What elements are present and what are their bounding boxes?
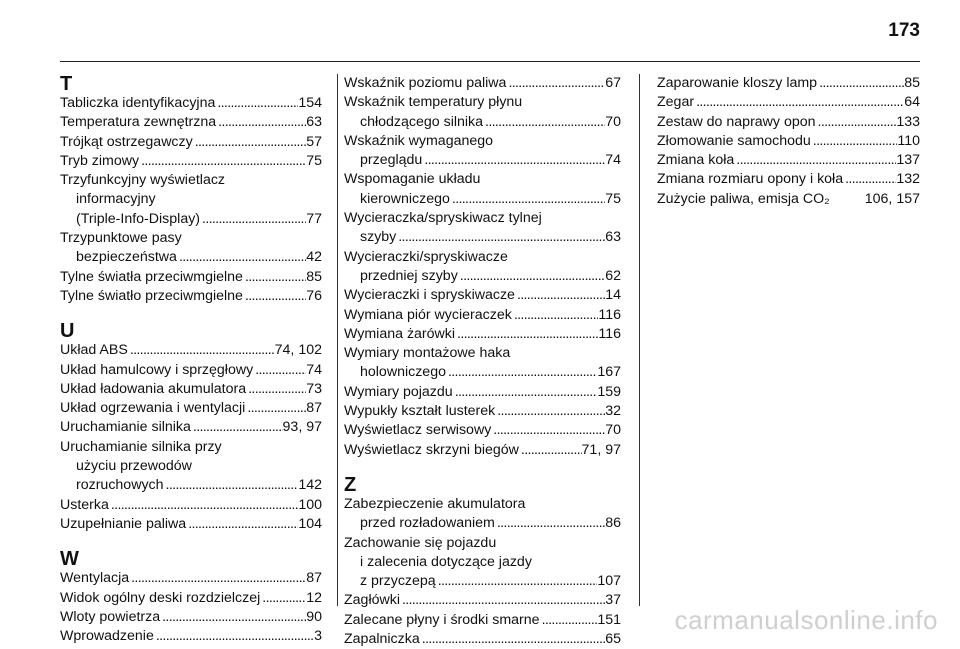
index-entry-text: Zmiana rozmiaru opony i koła [657, 171, 844, 188]
index-entry [344, 344, 621, 383]
dot-leader [455, 325, 598, 344]
index-entry [657, 170, 920, 189]
index-entry-pages: 133 [896, 113, 920, 130]
index-entry-pages: 142 [298, 477, 322, 494]
dot-leader [396, 228, 605, 247]
dot-leader [694, 93, 904, 112]
index-entry-text: Wskaźnik poziomu paliwa [344, 75, 507, 91]
dot-leader [453, 383, 598, 402]
index-entry-text: Trzypunktowe pasy [60, 230, 182, 247]
dot-leader [491, 421, 605, 440]
dot-leader [193, 133, 307, 152]
dot-leader [243, 268, 306, 287]
dot-leader [436, 572, 598, 591]
index-entry-pages: 57 [306, 133, 322, 150]
index-entry-text: Wymiary montażowe haka [344, 345, 511, 362]
index-entry-text: Układ ogrzewania i wentylacji [60, 400, 246, 417]
index-entry-text: Wymiana żarówki [344, 325, 456, 342]
index-entry-line [344, 325, 621, 344]
index-entry-text: bezpieczeństwa [76, 249, 177, 266]
index-entry-text: przedniej szyby [360, 267, 458, 284]
index-entry [657, 151, 920, 170]
index-entry [60, 341, 322, 360]
index-entry [60, 113, 322, 132]
index-entry-pages: 74 [306, 361, 322, 378]
index-entry-line [344, 286, 621, 305]
index-entry-text: Wymiana piór wycieraczek [344, 306, 512, 323]
index-entry-text: rozruchowych [76, 477, 164, 494]
index-entry-pages: 100 [298, 496, 322, 513]
dot-leader [515, 286, 605, 305]
index-entry-pages: 3 [314, 628, 322, 645]
dot-leader [483, 113, 605, 132]
dot-leader [540, 611, 598, 630]
index-entry-text: Uruchamianie silnika [60, 419, 191, 436]
column-separator [639, 74, 640, 606]
index-entry-text: Układ ABS [60, 342, 128, 359]
index-entry-text: Wskaźnik wymaganego [344, 132, 494, 149]
index-entry [60, 152, 322, 171]
index-entry-text: Usterka [60, 496, 109, 513]
index-entry-pages: 63 [306, 114, 322, 131]
index-column-2 [344, 74, 621, 649]
index-entry [60, 133, 322, 152]
index-letter-heading: W [60, 548, 79, 571]
index-entry-pages: 70 [605, 113, 621, 130]
index-entry [344, 402, 621, 421]
index-letter-heading: Z [344, 473, 357, 496]
index-entry-line [60, 94, 322, 113]
index-entry-text: Wycieraczki/spryskiwacze [344, 248, 508, 265]
dot-leader [200, 210, 306, 229]
dot-leader [253, 361, 306, 380]
index-entry-pages: 75 [306, 152, 322, 169]
index-entry [657, 74, 920, 93]
index-entry-line [60, 133, 322, 152]
index-entry [60, 418, 322, 437]
index-entry-text: kierowniczego [360, 190, 450, 207]
index-entry-pages: 77 [306, 210, 322, 227]
index-entry-line [344, 441, 621, 460]
index-entry [60, 399, 322, 418]
index-entry-text: Zestaw do naprawy opon [657, 113, 816, 130]
index-entry-pages: 85 [306, 268, 322, 285]
index-entry-line [60, 476, 322, 495]
dot-leader [245, 399, 306, 418]
index-entry-line [60, 589, 322, 608]
index-entry-pages: 71, 97 [581, 441, 621, 458]
index-entry-line [344, 190, 621, 209]
index-entry-pages: 107 [597, 573, 621, 590]
index-entry-pages: 167 [597, 364, 621, 381]
index-entry-pages: 137 [896, 152, 920, 169]
index-entry-text: Wprowadzenie [60, 628, 154, 645]
index-entry-line [60, 152, 322, 171]
index-entry-text: Tylne światła przeciwmgielne [60, 268, 243, 285]
dot-leader [817, 74, 904, 93]
index-entry-text: przed rozładowaniem [360, 515, 495, 532]
index-entry-line [657, 93, 920, 112]
index-entry [344, 441, 621, 460]
index-entry-pages: 159 [597, 383, 621, 400]
dot-leader [734, 151, 896, 170]
dot-leader [109, 496, 298, 515]
dot-leader [216, 113, 306, 132]
index-entry [60, 589, 322, 608]
index-entry [60, 608, 322, 627]
index-entry-pages: 65 [605, 631, 621, 648]
index-entry-line [344, 630, 621, 649]
index-entry-line [60, 210, 322, 229]
index-entry-text: chłodzącego silnika [360, 113, 484, 130]
index-entry-pages: 151 [597, 611, 621, 628]
index-entry-text: szyby [360, 229, 397, 246]
index-entry-pages: 87 [306, 400, 322, 417]
index-entry [60, 94, 322, 113]
index-entry-text: Zapalniczka [344, 631, 420, 648]
index-entry-line [60, 341, 322, 360]
index-entry-pages: 74, 102 [274, 342, 322, 359]
dot-leader [215, 94, 298, 113]
index-entry-line [344, 591, 621, 610]
index-entry-line [60, 190, 322, 209]
index-entry-line [60, 399, 322, 418]
index-entry-text: holowniczego [360, 364, 446, 381]
index-entry-text: Wentylacja [60, 570, 130, 587]
index-entry-line [60, 438, 322, 457]
index-entry-line [657, 74, 920, 93]
index-entry-pages: 116 [598, 325, 621, 342]
index-entry [60, 438, 322, 496]
dot-leader [446, 363, 597, 382]
dot-leader [154, 627, 314, 646]
index-entry-text: Trzyfunkcyjny wyświetlacz [60, 172, 226, 189]
index-entry-text: i zalecenia dotyczące jazdy [360, 553, 532, 570]
index-entry-text: przeglądu [360, 152, 423, 169]
index-entry-pages: 154 [298, 95, 322, 111]
dot-leader [519, 441, 582, 460]
index-entry-pages: 93, 97 [282, 419, 322, 436]
index-entry-pages: 132 [896, 171, 920, 188]
index-entry [60, 627, 322, 646]
index-entry-line [344, 228, 621, 247]
index-entry-line [344, 572, 621, 591]
index-entry-text: Trójkąt ostrzegawczy [60, 133, 193, 150]
index-entry [60, 515, 322, 534]
index-entry [344, 170, 621, 209]
index-entry-pages: 90 [306, 608, 322, 625]
index-entry-line [60, 361, 322, 380]
index-entry [344, 209, 621, 248]
index-entry [657, 190, 920, 209]
index-entry-text: Wyświetlacz skrzyni biegów [344, 441, 519, 458]
index-entry-pages: 63 [605, 229, 621, 246]
index-entry [344, 132, 621, 171]
index-entry-line [344, 363, 621, 382]
index-entry-text: użyciu przewodów [76, 458, 192, 475]
index-entry [60, 380, 322, 399]
dot-leader [400, 591, 605, 610]
dot-leader [129, 569, 306, 588]
index-entry-text: Zegar [657, 94, 695, 111]
index-entry-text: Złomowanie samochodu [657, 132, 811, 149]
index-entry-text: Tylne światło przeciwmgielne [60, 287, 243, 304]
index-entry-text: Zagłówki [344, 592, 400, 609]
watermark-text: carmanualsonline.info [674, 605, 938, 635]
dot-leader [843, 170, 896, 189]
index-entry [344, 611, 621, 630]
dot-leader [512, 306, 599, 325]
index-entry [60, 268, 322, 287]
dot-leader [495, 402, 605, 421]
index-entry [344, 286, 621, 305]
index-entry-text: Uzupełnianie paliwa [60, 515, 187, 532]
index-entry [344, 248, 621, 287]
index-entry-pages: 32 [605, 403, 621, 420]
index-entry-line [60, 380, 322, 399]
header-rule [60, 61, 920, 62]
index-entry-text: Widok ogólny deski rozdzielczej [60, 589, 261, 606]
index-entry-line [60, 248, 322, 267]
dot-leader [811, 132, 898, 151]
index-entry [344, 630, 621, 649]
index-column-3 [657, 74, 920, 209]
index-entry-text: Wyświetlacz serwisowy [344, 422, 492, 439]
index-entry-line [344, 534, 621, 553]
index-entry-text: Zabezpieczenie akumulatora [344, 495, 526, 512]
index-entry-pages: 85 [904, 75, 920, 91]
index-entry [344, 325, 621, 344]
dot-leader [495, 514, 605, 533]
index-entry-text: Wspomaganie układu [344, 171, 481, 188]
index-entry-line [344, 421, 621, 440]
index-entry [60, 361, 322, 380]
index-entry [344, 306, 621, 325]
index-entry-line [60, 569, 322, 588]
index-entry-pages: 74 [605, 152, 621, 169]
watermark [675, 605, 938, 636]
index-entry-line [344, 209, 621, 228]
index-entry-pages: 73 [306, 380, 322, 397]
index-entry-text: Wloty powietrza [60, 608, 161, 625]
index-letter-heading: T [60, 73, 73, 95]
dot-leader [177, 248, 306, 267]
dot-leader [243, 287, 306, 306]
index-entry-line [60, 627, 322, 646]
index-entry-line [344, 113, 621, 132]
index-entry-text: Układ hamulcowy i sprzęgłowy [60, 361, 254, 378]
index-entry [344, 534, 621, 592]
index-entry-text: (Triple-Info-Display) [76, 210, 201, 227]
index-letter-heading: U [60, 320, 75, 343]
index-entry-line [60, 418, 322, 437]
index-entry-text: Wskaźnik temperatury płynu [344, 94, 523, 111]
index-entry-pages: 64 [904, 94, 920, 111]
index-entry-line [60, 268, 322, 287]
index-entry-line [60, 515, 322, 534]
index-entry-line [657, 190, 920, 209]
page-number: 173 [888, 20, 920, 41]
index-entry [344, 93, 621, 132]
index-entry-text: Tabliczka identyfikacyjna [60, 95, 216, 111]
index-entry [657, 132, 920, 151]
dot-leader [160, 608, 306, 627]
index-entry-text: Zachowanie się pojazdu [344, 534, 497, 551]
index-entry-line [344, 132, 621, 151]
index-entry-pages: 12 [306, 589, 322, 606]
index-entry [344, 74, 621, 93]
index-entry-text: Tryb zimowy [60, 152, 140, 169]
index-entry-pages: 70 [605, 422, 621, 439]
index-entry-line [344, 383, 621, 402]
index-entry-pages: 76 [306, 287, 322, 304]
index-entry-line [344, 344, 621, 363]
index-entry-line [60, 171, 322, 190]
index-entry-line [344, 170, 621, 189]
index-entry-text: Uruchamianie silnika przy [60, 438, 222, 455]
index-entry-text: Wycieraczki i spryskiwacze [344, 287, 515, 304]
index-entry [60, 171, 322, 229]
dot-leader [191, 418, 283, 437]
index-entry-text: Zużycie paliwa, emisja CO₂ [657, 190, 830, 207]
index-entry [344, 421, 621, 440]
index-entry-text: Układ ładowania akumulatora [60, 380, 247, 397]
index-entry-text: Wypukły kształt lusterek [344, 403, 496, 420]
index-entry-text: Wymiary pojazdu [344, 383, 453, 400]
index-entry-line [657, 151, 920, 170]
index-entry [60, 569, 322, 588]
index-entry-line [60, 229, 322, 248]
index-entry-line [344, 151, 621, 170]
index-entry-line [60, 287, 322, 306]
index-entry-line [344, 402, 621, 421]
index-entry-line [344, 74, 621, 93]
index-entry-pages: 75 [605, 190, 621, 207]
index-entry-line [344, 306, 621, 325]
index-entry [60, 496, 322, 515]
index-column-1 [60, 74, 322, 646]
index-entry-text: Wycieraczka/spryskiwacz tylnej [344, 210, 542, 227]
dot-leader [186, 515, 298, 534]
index-entry-pages: 116 [598, 306, 621, 323]
index-entry [60, 287, 322, 306]
index-entry-pages: 87 [306, 570, 322, 587]
index-entry-pages: 110 [897, 132, 920, 149]
index-entry-pages: 86 [605, 515, 621, 532]
index-entry-line [344, 93, 621, 112]
dot-leader [246, 380, 306, 399]
index-entry-pages: 106, 157 [864, 190, 920, 207]
dot-leader [458, 267, 605, 286]
index-entry [344, 383, 621, 402]
index-entry-line [657, 132, 920, 151]
index-entry-pages: 67 [605, 75, 621, 91]
index-entry-pages: 104 [298, 515, 322, 532]
dot-leader [422, 151, 605, 170]
dot-leader [420, 630, 606, 649]
index-entry-pages: 42 [306, 249, 322, 266]
index-entry-line [344, 553, 621, 572]
index-entry-line [60, 608, 322, 627]
index-entry-line [344, 267, 621, 286]
index-entry-line [344, 514, 621, 533]
index-entry-line [657, 113, 920, 132]
dot-leader [164, 476, 299, 495]
index-entry-text: z przyczepą [360, 573, 436, 590]
column-separator [337, 74, 338, 606]
index-entry [657, 113, 920, 132]
index-entry-pages: 62 [605, 267, 621, 284]
index-entry-line [60, 496, 322, 515]
index-entry-pages: 37 [605, 592, 621, 609]
dot-leader [816, 113, 897, 132]
dot-leader [128, 341, 275, 360]
dot-leader [139, 152, 306, 171]
index-entry-line [344, 248, 621, 267]
index-entry [657, 93, 920, 112]
dot-leader [260, 589, 306, 608]
index-entry-line [344, 611, 621, 630]
index-entry [344, 591, 621, 610]
index-entry-line [344, 495, 621, 514]
index-entry-text: Zmiana koła [657, 152, 735, 169]
index-entry-text: informacyjny [76, 191, 156, 208]
index-entry-pages: 14 [605, 287, 621, 304]
index-entry [60, 229, 322, 268]
index-entry-line [60, 457, 322, 476]
index-entry [344, 495, 621, 534]
index-entry-line [60, 113, 322, 132]
index-entry-line [657, 170, 920, 189]
index-entry-text: Zaparowanie kloszy lamp [657, 75, 818, 91]
dot-leader [450, 190, 605, 209]
index-entry-text: Temperatura zewnętrzna [60, 114, 217, 131]
index-entry-text: Zalecane płyny i środki smarne [344, 611, 540, 628]
dot-leader [506, 74, 605, 93]
